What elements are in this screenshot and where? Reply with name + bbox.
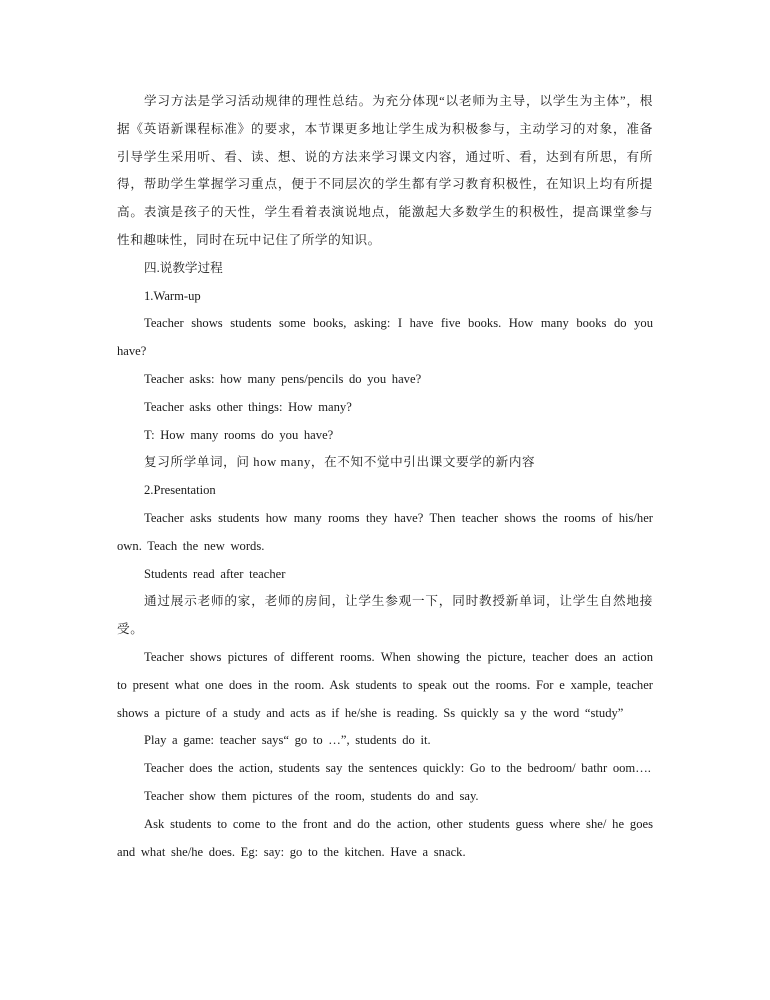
paragraph-warmup-books: Teacher shows students some books, asking: I have five books. How many books do you have?	[117, 316, 653, 359]
paragraph-pictures-of-rooms: Teacher shows pictures of different rooms. When showing the picture, teacher does an action to present what one does in the room. Ask students to speak out the rooms. For e xample, teacher shows a picture of a study and acts as if he/she is reading. Ss quickly sa y the word “study”	[117, 649, 653, 720]
document-page	[117, 88, 653, 866]
paragraph-show-pictures: Teacher show them pictures of the room, students do and say.	[144, 788, 479, 803]
paragraph-presentation-rooms: Teacher asks students how many rooms they have? Then teacher shows the rooms of his/her own. Teach the new words.	[117, 510, 653, 553]
paragraph-warmup-other-things: Teacher asks other things: How many?	[144, 399, 352, 414]
paragraph-warmup-rooms: T: How many rooms do you have?	[144, 427, 334, 442]
paragraph-students-read: Students read after teacher	[144, 566, 286, 581]
subheading-warm-up: 1.Warm-up	[144, 288, 201, 303]
paragraph-warmup-pens: Teacher asks: how many pens/pencils do you have?	[144, 371, 422, 386]
paragraph-guess-game: Ask students to come to the front and do the action, other students guess where she/ he goes and what she/he does. Eg: say: go to the kitchen. Have a snack.	[117, 816, 653, 859]
paragraph-learning-methods: 学习方法是学习活动规律的理性总结。为充分体现“以老师为主导，以学生为主体”，根据《英语新课程标准》的要求，本节课更多地让学生成为积极参与，主动学习的对象，准备引导学生采用听、看、读、想、说的方法来学习课文内容，通过听、看，达到有所思，有所得，帮助学生掌握学习重点，便于不同层次的学生都有学习教育积极性，在知识上均有所提高。表演是孩子的天性，学生看着表演说地点，能激起大多数学生的积极性，提高课堂参与性和趣味性，同时在玩中记住了所学的知识。	[117, 94, 653, 247]
paragraph-action-sentences: Teacher does the action, students say the sentences quickly: Go to the bedroom/ bathr oom….	[144, 761, 651, 776]
paragraph-game-go-to: Play a game: teacher says“ go to …”, students do it.	[144, 733, 431, 748]
paragraph-review-note: 复习所学单词，问 how many，在不知不觉中引出课文要学的新内容	[144, 455, 536, 470]
section-heading-teaching-process: 四.说教学过程	[144, 260, 223, 275]
subheading-presentation: 2.Presentation	[144, 483, 216, 498]
paragraph-home-tour-note: 通过展示老师的家，老师的房间，让学生参观一下，同时教授新单词，让学生自然地接受。	[117, 594, 653, 637]
